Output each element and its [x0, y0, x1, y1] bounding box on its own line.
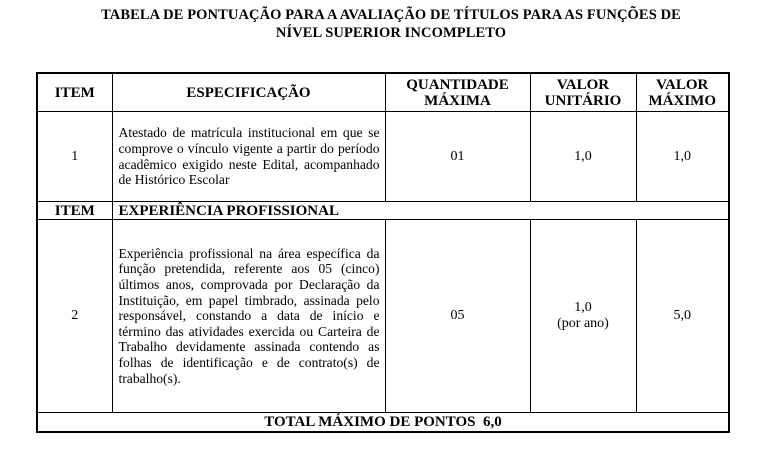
header-max-value-line1: VALOR	[656, 76, 709, 93]
row2-unit-value	[530, 220, 636, 413]
row2-specification: Experiência profissional na área específica da função pretendida, referente aos 05 (cinco) últimos anos, comprovada por Declaração da Instituição, em papel timbrado, assinada pelo responsável, constando a data de início e término das atividades exercida ou Carteira de Trabalho devidamente assinada contendo as folhas de identificação e de contrato(s) de trabalho(s).	[112, 220, 385, 413]
row1-item: 1	[37, 112, 112, 202]
title-line-2: NÍVEL SUPERIOR INCOMPLETO	[275, 25, 507, 41]
title-line-1: TABELA DE PONTUAÇÃO PARA A AVALIAÇÃO DE TÍTULOS PARA AS FUNÇÕES DE	[101, 7, 681, 23]
row1-specification: Atestado de matrícula institucional em que se comprove o vínculo vigente a partir do período acadêmico exigido neste Edital, acompanhado de Histórico Escolar	[112, 112, 385, 202]
row2-unit-value-line2: (por ano)	[557, 316, 609, 331]
section-item: ITEM	[37, 202, 112, 220]
header-row	[37, 73, 729, 112]
header-unit-value	[530, 73, 636, 112]
total-label: TOTAL MÁXIMO DE PONTOS 6,0	[37, 413, 729, 433]
section-label: EXPERIÊNCIA PROFISSIONAL	[112, 202, 729, 220]
row2-unit-value-line1: 1,0	[574, 300, 592, 315]
table-row-2	[37, 220, 729, 413]
header-specification: ESPECIFICAÇÃO	[112, 73, 385, 112]
header-max-quantity-line2: MÁXIMA	[424, 92, 491, 109]
header-max-value	[636, 73, 729, 112]
row2-item: 2	[37, 220, 112, 413]
row1-max-value: 1,0	[636, 112, 729, 202]
table-row-1	[37, 112, 729, 202]
section-row	[37, 202, 729, 220]
row2-quantity: 05	[385, 220, 530, 413]
header-item: ITEM	[37, 73, 112, 112]
header-max-quantity-line1: QUANTIDADE	[406, 76, 509, 93]
header-unit-value-line2: UNITÁRIO	[544, 92, 622, 109]
scoring-table	[36, 72, 730, 433]
row1-quantity: 01	[385, 112, 530, 202]
header-max-value-line2: MÁXIMO	[648, 92, 716, 109]
row2-max-value: 5,0	[636, 220, 729, 413]
row1-unit-value: 1,0	[530, 112, 636, 202]
header-unit-value-line1: VALOR	[556, 76, 610, 93]
total-row	[37, 413, 729, 433]
header-max-quantity	[385, 73, 530, 112]
document-title	[0, 6, 782, 42]
